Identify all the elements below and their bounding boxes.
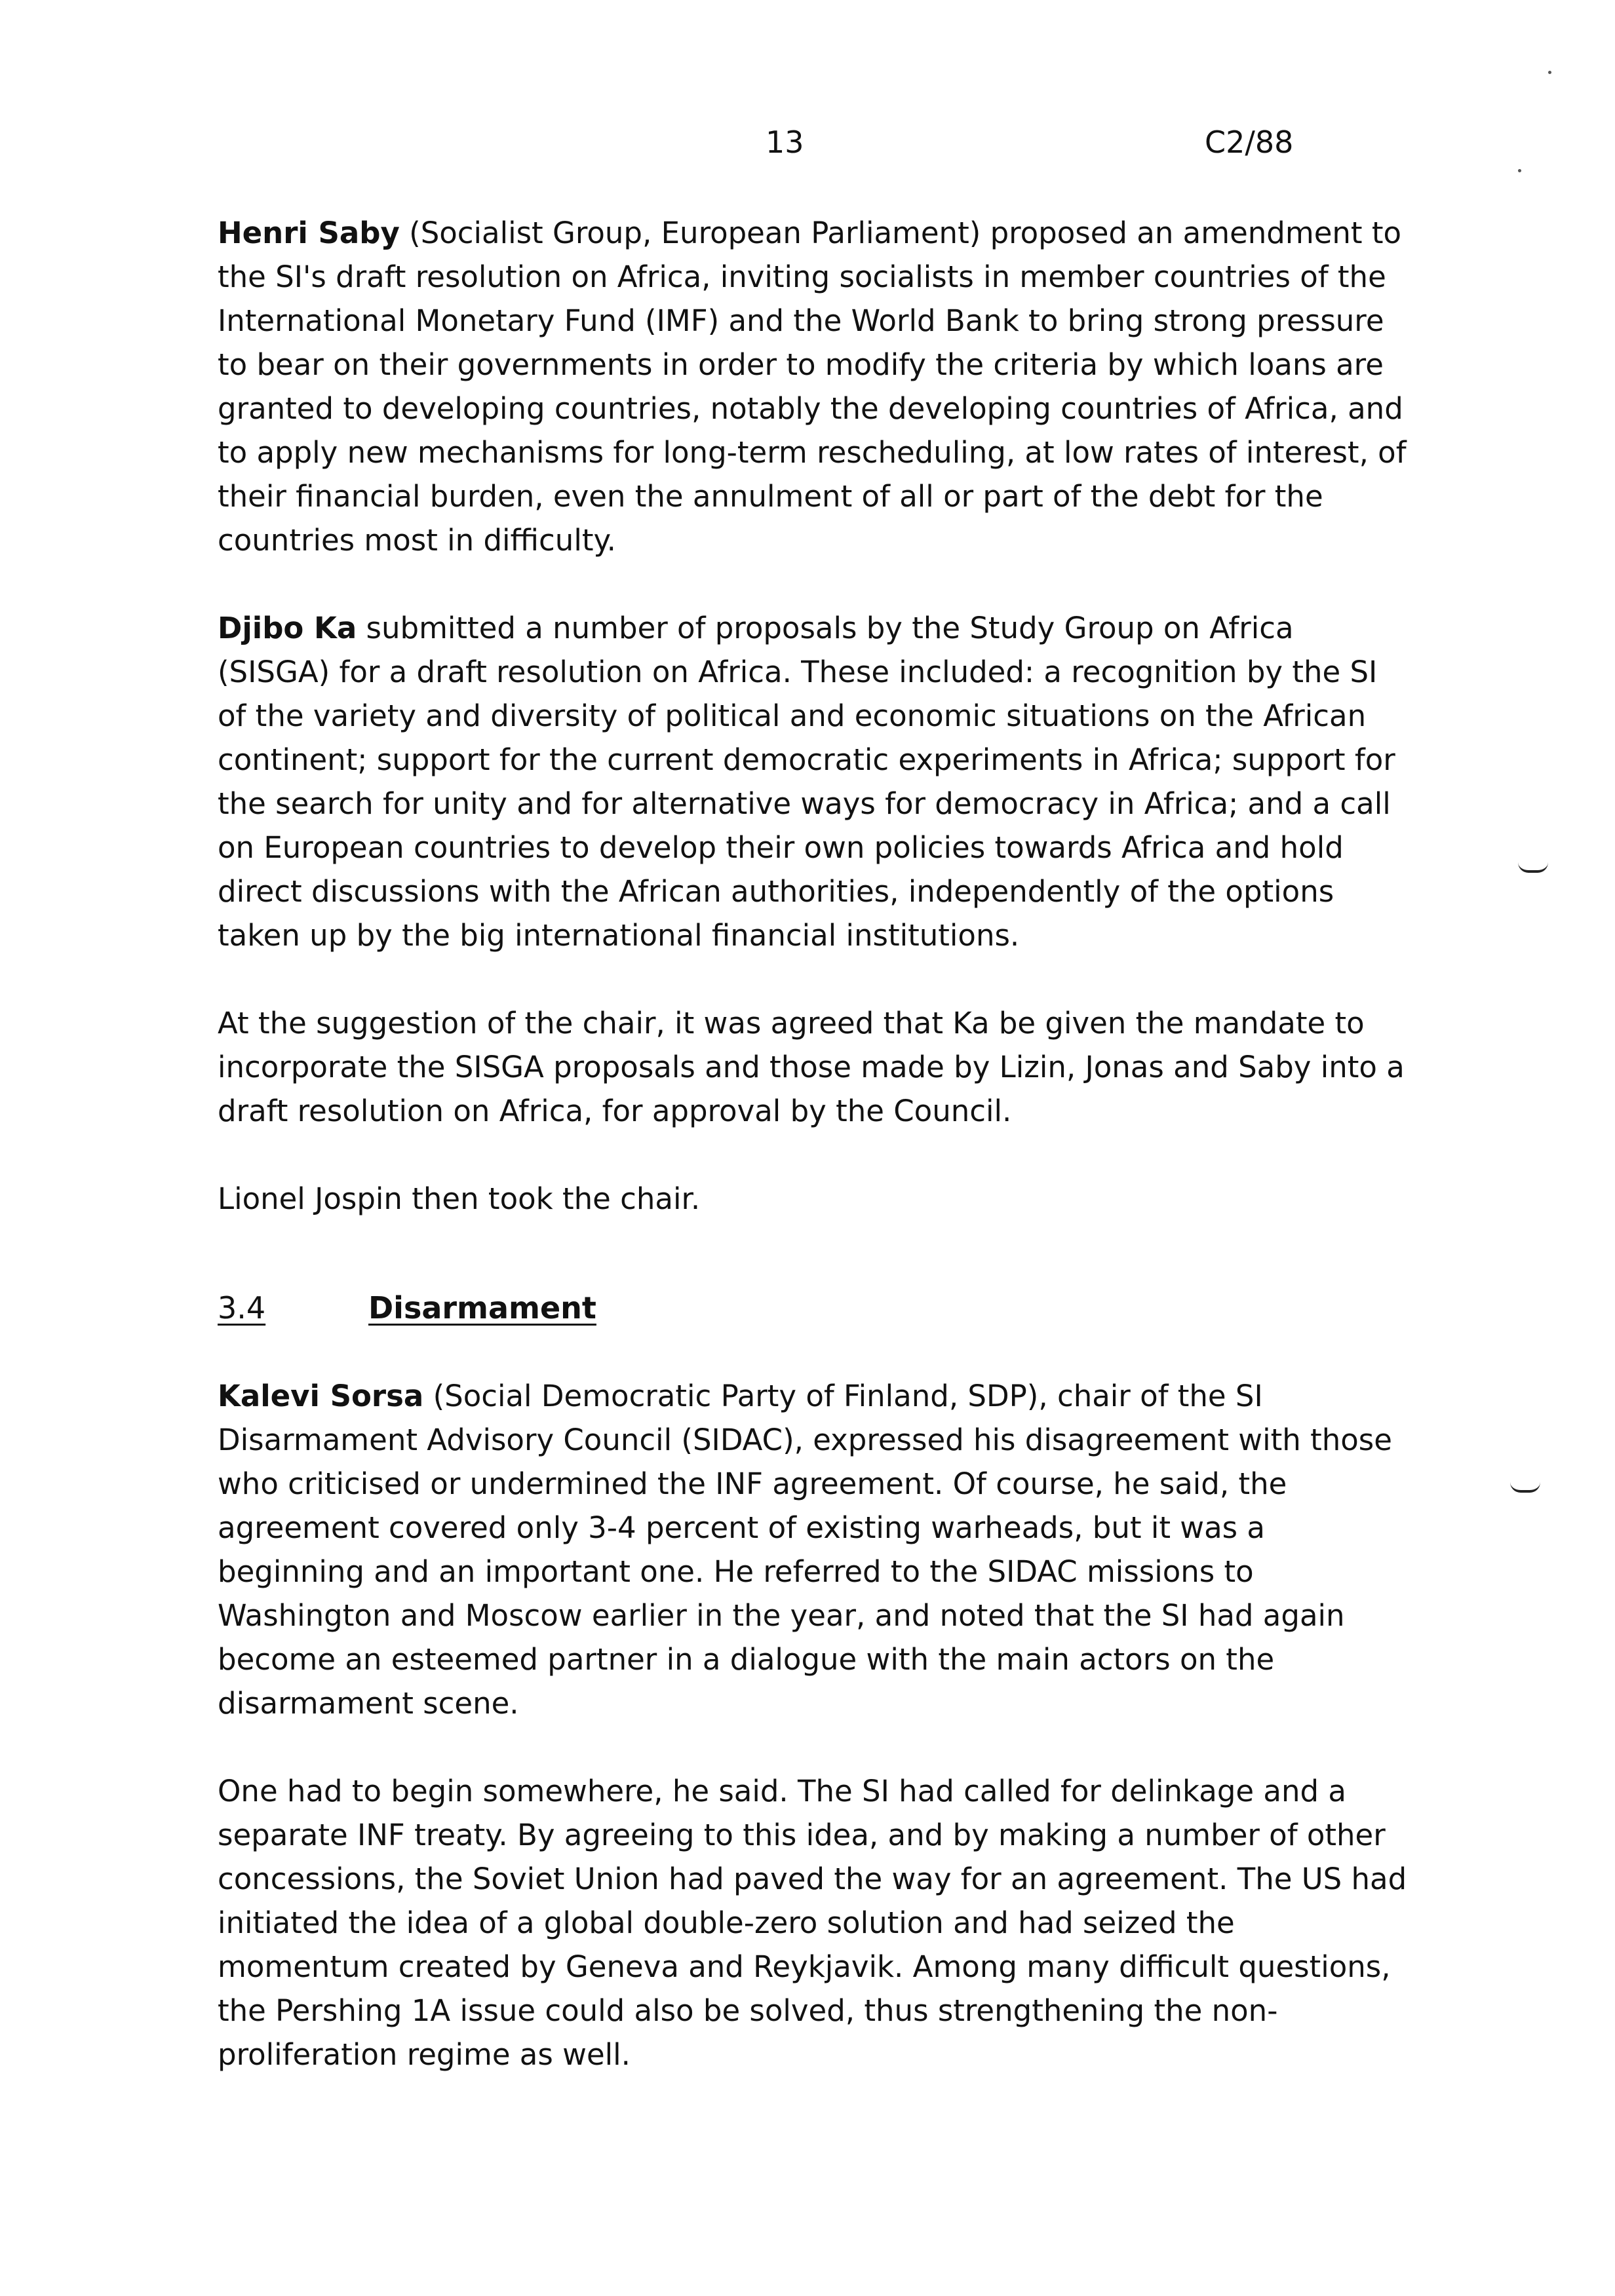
paragraph-saby xyxy=(218,211,1411,562)
scan-speck xyxy=(1518,169,1521,172)
body-text xyxy=(218,211,1411,2120)
paragraph-text: (Socialist Group, European Parliament) proposed an amendment to the SI's draft resolution on Africa, inviting socialists in member countries of the International Monetary Fund (IMF) and the World Bank to bring strong pressure to bear on their governments in order to modify the criteria by which loans are granted to developing countries, notably the developing countries of Africa, and to apply new mechanisms for long-term rescheduling, at low rates of interest, of their financial burden, even the annulment of all or part of the debt for the countries most in difficulty. xyxy=(218,216,1407,558)
paragraph-text: Lionel Jospin then took the chair. xyxy=(218,1181,701,1216)
section-number: 3.4 xyxy=(218,1290,266,1326)
speaker-name: Henri Saby xyxy=(218,216,400,250)
scan-speck xyxy=(1548,71,1551,74)
document-code: C2/88 xyxy=(1205,124,1294,160)
paragraph-chair-suggestion xyxy=(218,1001,1411,1133)
paragraph-text: (Social Democratic Party of Finland, SDP), chair of the SI Disarmament Advisory Council (SIDAC), expressed his disagreement with those who criticised or undermined the INF agreement. Of course, he said, the agreement covered only 3-4 percent of existing warheads, but it was a beginning and an important one. He referred to the SIDAC missions to Washington and Moscow earlier in the year, and noted that the SI had again become an esteemed partner in a dialogue with the main actors on the disarmament scene. xyxy=(218,1379,1392,1721)
page-number: 13 xyxy=(766,124,804,160)
paragraph-begin-somewhere xyxy=(218,1769,1411,2076)
paragraph-text: One had to begin somewhere, he said. The SI had called for delinkage and a separate INF treaty. By agreeing to this idea, and by making a number of other concessions, the Soviet Union had paved the way for an agreement. The US had initiated the idea of a global double-zero solution and had seized the momentum created by Geneva and Reykjavik. Among many difficult questions, the Pershing 1A issue could also be solved, thus strengthening the non-proliferation regime as well. xyxy=(218,1774,1407,2072)
speaker-name: Kalevi Sorsa xyxy=(218,1379,424,1413)
section-heading xyxy=(218,1286,1411,1330)
margin-tick-mark xyxy=(1518,862,1548,873)
paragraph-text: submitted a number of proposals by the Study Group on Africa (SISGA) for a draft resolution on Africa. These included: a recognition by the SI of the variety and diversity of political and economic situations on the African continent; support for the current democratic experiments in Africa; support for the search for unity and for alternative ways for democracy in Africa; and a call on European countries to develop their own policies towards Africa and hold direct discussions with the African authorities, independently of the options taken up by the big international financial institutions. xyxy=(218,611,1395,953)
section-title: Disarmament xyxy=(368,1290,596,1326)
paragraph-sorsa xyxy=(218,1374,1411,1725)
margin-tick-mark xyxy=(1510,1482,1540,1493)
speaker-name: Djibo Ka xyxy=(218,611,357,645)
paragraph-ka xyxy=(218,606,1411,957)
paragraph-jospin xyxy=(218,1177,1411,1221)
paragraph-text: At the suggestion of the chair, it was agreed that Ka be given the mandate to incorporate the SISGA proposals and those made by Lizin, Jonas and Saby into a draft resolution on Africa, for approval by the Council. xyxy=(218,1006,1405,1128)
page-header xyxy=(0,124,1615,164)
